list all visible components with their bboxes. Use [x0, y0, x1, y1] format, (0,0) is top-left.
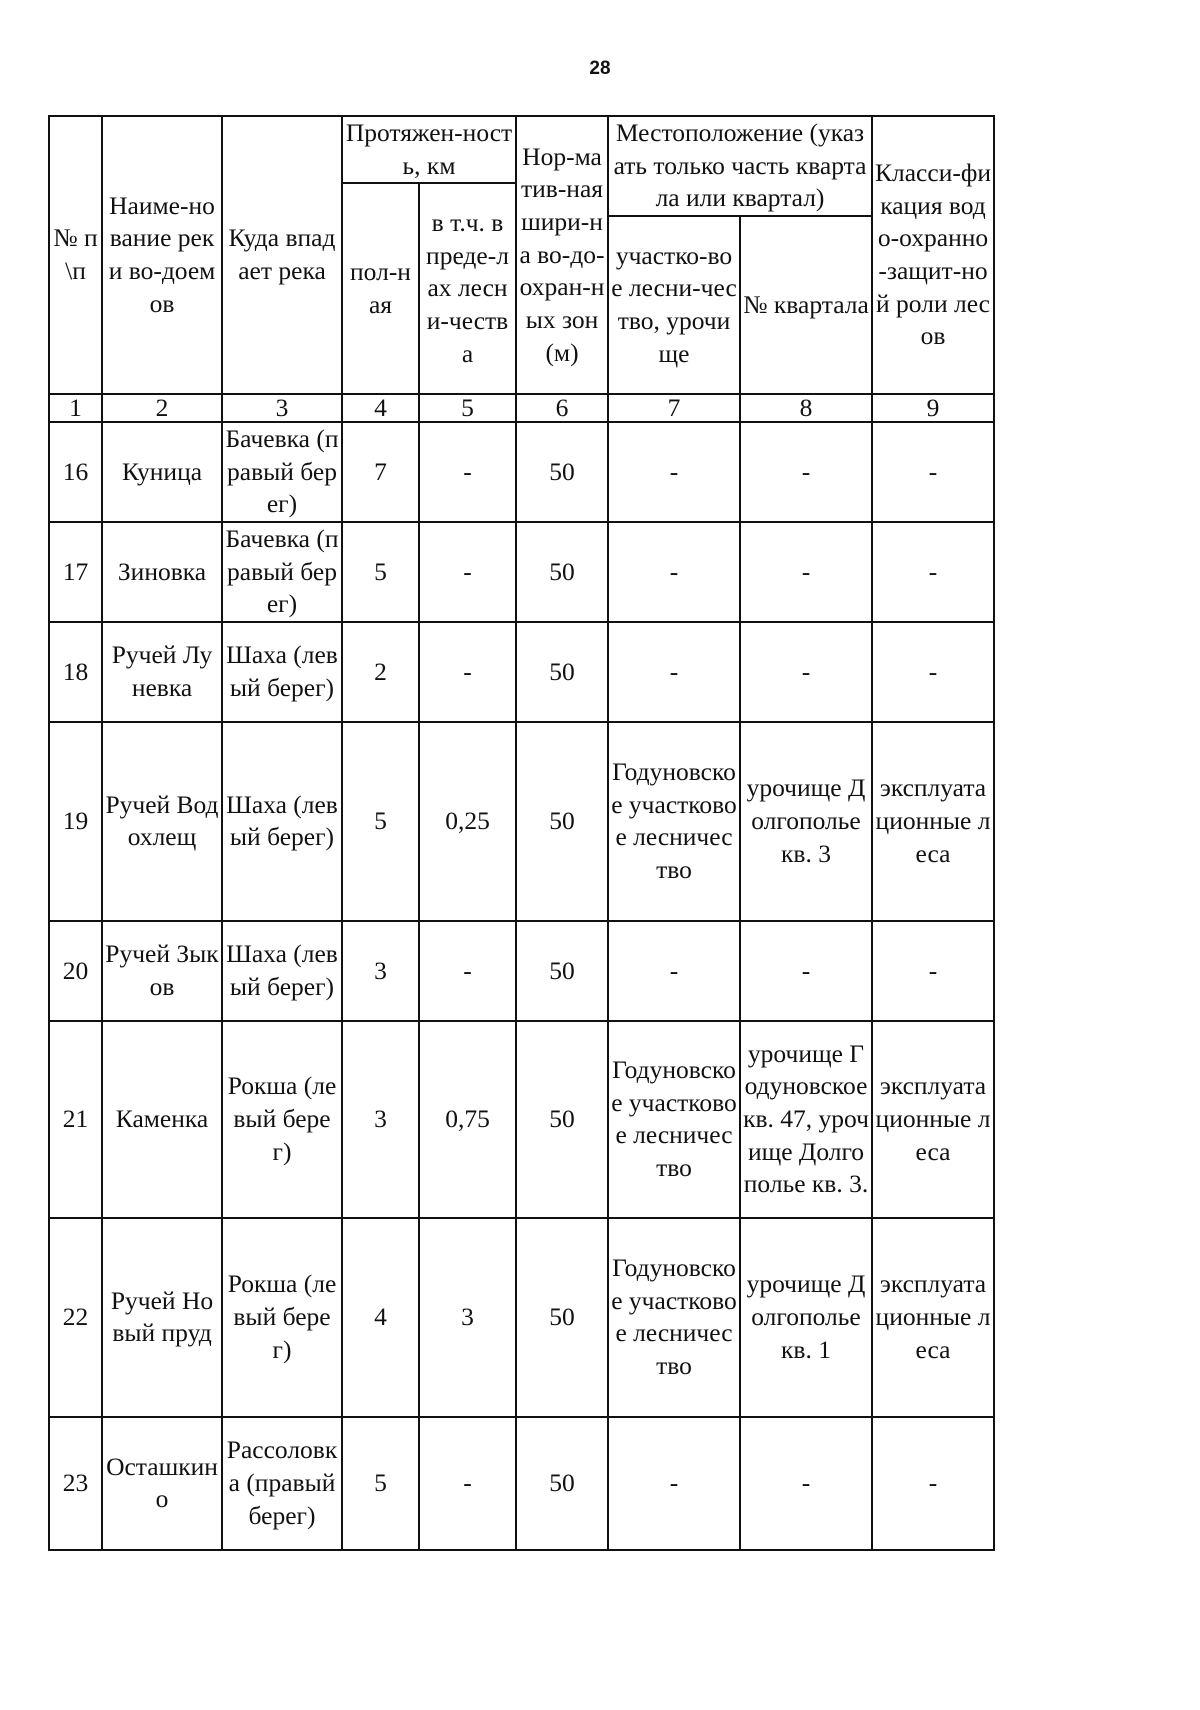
cell-number: 20 [49, 921, 102, 1021]
cell-name: Ручей Луневка [102, 622, 222, 722]
cell-buffer-width: 50 [516, 622, 608, 722]
cell-classification: эксплуатационные леса [872, 1021, 994, 1218]
column-number: 9 [872, 394, 994, 422]
cell-length-full: 5 [342, 1417, 419, 1550]
cell-buffer-width: 50 [516, 1021, 608, 1218]
header-location-quarter: № квартала [740, 216, 872, 394]
cell-number: 19 [49, 722, 102, 921]
cell-length-within: - [419, 921, 516, 1021]
cell-length-full: 7 [342, 422, 419, 522]
table-row [49, 1218, 994, 1417]
cell-flows-into: Рокша (левый берег) [222, 1218, 342, 1417]
table-row [49, 722, 994, 921]
cell-buffer-width: 50 [516, 1417, 608, 1550]
cell-length-within: - [419, 1417, 516, 1550]
cell-flows-into: Рокша (левый берег) [222, 1021, 342, 1218]
cell-name: Ручей Водохлещ [102, 722, 222, 921]
cell-buffer-width: 50 [516, 722, 608, 921]
cell-classification: - [872, 522, 994, 622]
cell-number: 23 [49, 1417, 102, 1550]
cell-length-full: 3 [342, 1021, 419, 1218]
cell-length-full: 4 [342, 1218, 419, 1417]
table-row [49, 1417, 994, 1550]
cell-name: Куница [102, 422, 222, 522]
table-header [49, 116, 994, 422]
cell-flows-into: Шаха (левый берег) [222, 921, 342, 1021]
cell-length-within: - [419, 522, 516, 622]
cell-name: Зиновка [102, 522, 222, 622]
table-body [49, 422, 994, 1550]
water-bodies-table [48, 115, 995, 1551]
cell-name: Ручей Зыков [102, 921, 222, 1021]
header-buffer-width: Нор-матив-ная шири-на во-до-охран-ных зон (м) [516, 116, 608, 394]
cell-forestry: - [608, 422, 740, 522]
cell-classification: - [872, 622, 994, 722]
table-row [49, 921, 994, 1021]
table-row [49, 422, 994, 522]
cell-quarter: урочище Долгополье кв. 3 [740, 722, 872, 921]
cell-forestry: - [608, 921, 740, 1021]
cell-forestry: Годуновское участковое лесничество [608, 722, 740, 921]
cell-flows-into: Шаха (левый берег) [222, 722, 342, 921]
cell-number: 16 [49, 422, 102, 522]
header-number: № п\п [49, 116, 102, 394]
cell-flows-into: Рассоловка (правый берег) [222, 1417, 342, 1550]
cell-number: 22 [49, 1218, 102, 1417]
cell-buffer-width: 50 [516, 921, 608, 1021]
header-location-group: Местоположение (указать только часть квартала или квартал) [608, 116, 872, 216]
cell-length-within: 3 [419, 1218, 516, 1417]
cell-buffer-width: 50 [516, 522, 608, 622]
cell-quarter: - [740, 522, 872, 622]
header-length-full: пол-ная [342, 183, 419, 394]
column-number: 5 [419, 394, 516, 422]
cell-length-full: 5 [342, 722, 419, 921]
cell-classification: - [872, 921, 994, 1021]
column-number: 8 [740, 394, 872, 422]
cell-buffer-width: 50 [516, 422, 608, 522]
cell-classification: - [872, 1417, 994, 1550]
cell-name: Каменка [102, 1021, 222, 1218]
table-row [49, 522, 994, 622]
cell-forestry: Годуновское участковое лесничество [608, 1218, 740, 1417]
column-number: 4 [342, 394, 419, 422]
cell-length-within: 0,75 [419, 1021, 516, 1218]
cell-length-within: - [419, 622, 516, 722]
cell-number: 17 [49, 522, 102, 622]
column-number: 6 [516, 394, 608, 422]
cell-forestry: - [608, 1417, 740, 1550]
column-number: 1 [49, 394, 102, 422]
cell-forestry: Годуновское участковое лесничество [608, 1021, 740, 1218]
cell-number: 21 [49, 1021, 102, 1218]
header-length-group: Протяжен-ность, км [342, 116, 516, 183]
cell-number: 18 [49, 622, 102, 722]
column-number: 2 [102, 394, 222, 422]
table-row [49, 1021, 994, 1218]
header-classification: Класси-фикация водо-охранно-защит-ной роли лесов [872, 116, 994, 394]
cell-flows-into: Бачевка (правый берег) [222, 522, 342, 622]
column-number: 3 [222, 394, 342, 422]
cell-classification: эксплуатационные леса [872, 722, 994, 921]
cell-quarter: - [740, 422, 872, 522]
cell-flows-into: Бачевка (правый берег) [222, 422, 342, 522]
cell-quarter: - [740, 622, 872, 722]
cell-quarter: - [740, 1417, 872, 1550]
cell-forestry: - [608, 622, 740, 722]
column-number: 7 [608, 394, 740, 422]
cell-forestry: - [608, 522, 740, 622]
cell-length-within: 0,25 [419, 722, 516, 921]
cell-quarter: урочище Долгополье кв. 1 [740, 1218, 872, 1417]
cell-length-full: 2 [342, 622, 419, 722]
header-length-within: в т.ч. в преде-лах лесни-чества [419, 183, 516, 394]
cell-classification: эксплуатационные леса [872, 1218, 994, 1417]
table-row [49, 622, 994, 722]
cell-length-within: - [419, 422, 516, 522]
cell-length-full: 5 [342, 522, 419, 622]
cell-flows-into: Шаха (левый берег) [222, 622, 342, 722]
cell-buffer-width: 50 [516, 1218, 608, 1417]
column-numbers-row [49, 394, 994, 422]
cell-name: Ручей Новый пруд [102, 1218, 222, 1417]
cell-length-full: 3 [342, 921, 419, 1021]
cell-name: Осташкино [102, 1417, 222, 1550]
cell-quarter: урочище Годуновское кв. 47, урочище Долгополье кв. 3. [740, 1021, 872, 1218]
page-number: 28 [589, 58, 611, 79]
cell-classification: - [872, 422, 994, 522]
cell-quarter: - [740, 921, 872, 1021]
header-flows-into: Куда впадает река [222, 116, 342, 394]
header-location-forestry: участко-вое лесни-чество, урочище [608, 216, 740, 394]
header-name: Наиме-нование рек и во-доемов [102, 116, 222, 394]
